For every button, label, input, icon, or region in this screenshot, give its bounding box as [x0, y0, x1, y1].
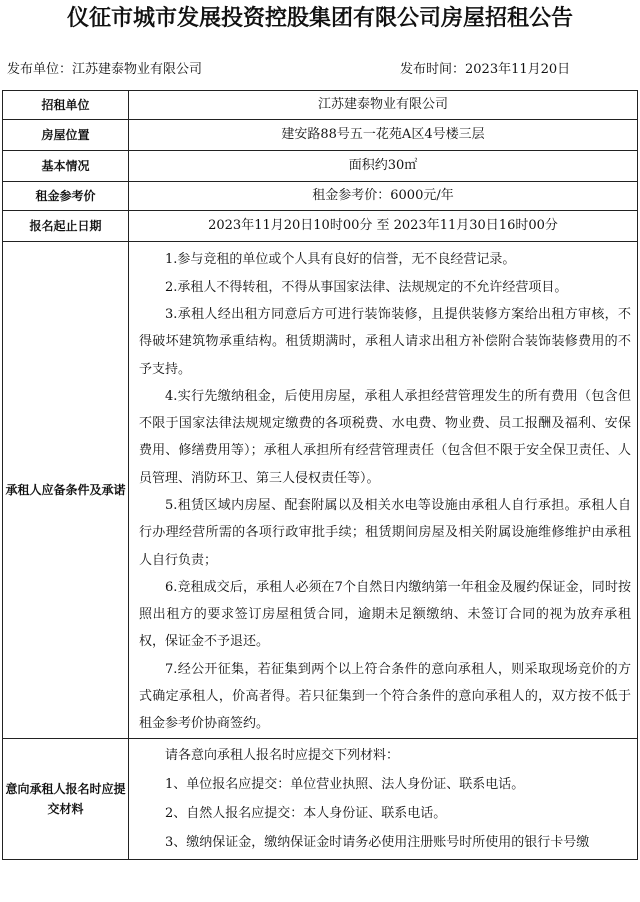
- table-row: [3, 242, 638, 739]
- page-title: 仪征市城市发展投资控股集团有限公司房屋招租公告: [66, 6, 573, 31]
- condition-item: 6.竞租成交后，承租人必须在7个自然日内缴纳第一年租金及履约保证金，同时按照出租方的要求签订房屋租赁合同，逾期未足额缴纳、未签订合同的视为放弃承租权，保证金不予退还。: [139, 579, 631, 650]
- conditions-list: [129, 242, 637, 737]
- material-item: 3、缴纳保证金，缴纳保证金时请务必使用注册账号时所使用的银行卡号缴: [165, 835, 590, 850]
- publisher-line: 发布单位：江苏建泰物业有限公司: [7, 62, 203, 77]
- value-house-location: 建安路88号五一花苑A区4号楼三层: [129, 120, 638, 151]
- material-item: 2、自然人报名应提交：本人身份证、联系电话。: [165, 806, 447, 821]
- label-basic-info: 基本情况: [3, 151, 129, 182]
- label-materials: 意向承租人报名时应提交材料: [3, 739, 129, 860]
- material-item: 1、单位报名应提交：单位营业执照、法人身份证、联系电话。: [165, 777, 525, 792]
- value-rental-unit: 江苏建泰物业有限公司: [129, 91, 638, 120]
- label-house-location: 房屋位置: [3, 120, 129, 151]
- value-basic-info: 面积约30㎡: [129, 151, 638, 182]
- materials-cell: [129, 739, 638, 860]
- material-item: 请各意向承租人报名时应提交下列材料：: [165, 748, 400, 763]
- value-registration-period: 2023年11月20日10时00分 至 2023年11月30日16时00分: [129, 211, 638, 242]
- condition-item: 1.参与竞租的单位或个人具有良好的信誉，无不良经营记录。: [165, 252, 516, 268]
- table-row: [3, 182, 638, 211]
- condition-item: 5.租赁区域内房屋、配套附属以及相关水电等设施由承租人自行承担。承租人自行办理经营所需的各项行政审批手续；租赁期间房屋及相关附属设施维修维护由承租人自行负责；: [139, 498, 631, 568]
- table-row: [3, 211, 638, 242]
- condition-item: 3.承租人经出租方同意后方可进行装饰装修，且提供装修方案给出租方审核，不得破坏建筑物承重结构。租赁期满时，承租人请求出租方补偿附合装饰装修费用的不予支持。: [139, 306, 631, 377]
- publish-time-line: 发布时间：2023年11月20日: [400, 62, 571, 77]
- table-row: [3, 151, 638, 182]
- table-row: [3, 739, 638, 860]
- materials-list: [129, 739, 637, 857]
- label-reference-rent: 租金参考价: [3, 182, 129, 211]
- condition-item: 2.承租人不得转租，不得从事国家法律、法规规定的不允许经营项目。: [165, 279, 568, 295]
- table-row: [3, 120, 638, 151]
- table-row: [3, 91, 638, 120]
- label-registration-period: 报名起止日期: [3, 211, 129, 242]
- info-table: [2, 90, 638, 860]
- label-rental-unit: 招租单位: [3, 91, 129, 120]
- condition-item: 7.经公开征集，若征集到两个以上符合条件的意向承租人，则采取现场竞价的方式确定承租人，价高者得。若只征集到一个符合条件的意向承租人的，双方按不低于租金参考价协商签约。: [139, 661, 631, 732]
- conditions-cell: [129, 242, 638, 739]
- label-conditions: 承租人应备条件及承诺: [3, 242, 129, 739]
- value-reference-rent: 租金参考价：6000元/年: [129, 182, 638, 211]
- condition-item: 4.实行先缴纳租金，后使用房屋，承租人承担经营管理发生的所有费用（包含但不限于国家法律法规规定缴费的各项税费、水电费、物业费、员工报酬及福利、安保费用、修缮费用等）；承租人承担所有经营管理责任（包含但不限于安全保卫责任、人员管理、消防环卫、第三人侵权责任等）。: [139, 388, 631, 486]
